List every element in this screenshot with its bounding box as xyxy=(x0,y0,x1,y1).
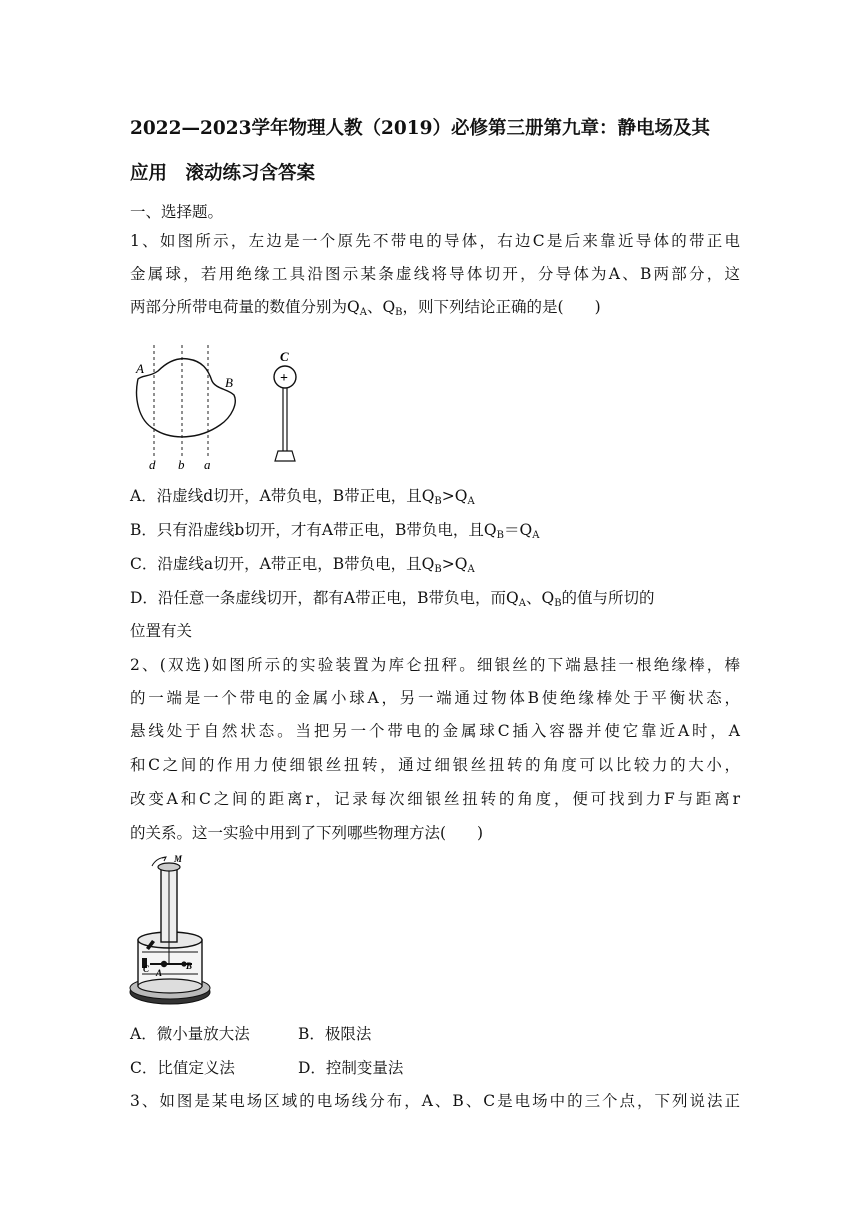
q1-conductor-figure xyxy=(128,345,308,470)
q2-option-c: C．比值定义法 xyxy=(130,1059,235,1077)
q2-stem-line-6: 的关系。这一实验中用到了下列哪些物理方法( ) xyxy=(130,824,484,842)
label-B-ball: B xyxy=(186,961,193,971)
section-heading: 一、选择题。 xyxy=(130,203,224,221)
conductor-outline xyxy=(137,359,236,437)
label-M: M xyxy=(174,854,183,864)
label-b: b xyxy=(178,457,185,470)
sphere-stand-base xyxy=(275,451,295,461)
q1-option-d-line-2: 位置有关 xyxy=(130,622,193,640)
q3-stem-line-1: 3、如图是某电场区域的电场线分布，A、B、C是电场中的三个点，下列说法正 xyxy=(130,1092,740,1110)
doc-title-line-2: 应用 滚动练习含答案 xyxy=(130,163,316,184)
q2-stem-line-4: 和C之间的作用力使细银丝扭转，通过细银丝扭转的角度可以比较力的大小， xyxy=(130,756,740,774)
q2-stem-line-1: 2、(双选)如图所示的实验装置为库仑扭秤。细银丝的下端悬挂一根绝缘棒，棒 xyxy=(130,656,740,674)
label-A: A xyxy=(136,361,144,376)
q1-stem-line-1: 1、如图所示，左边是一个原先不带电的导体，右边C是后来靠近导体的带正电 xyxy=(130,232,740,250)
q1-option-b: B．只有沿虚线b切开，才有A带正电，B带负电，且$Q_B=Q_A$ xyxy=(130,521,540,541)
label-a: a xyxy=(204,457,211,470)
label-B: B xyxy=(225,375,233,390)
q1-option-d: D．沿任意一条虚线切开，都有A带正电，B带负电，而$Q_A$、$Q_B$的值与所切的 xyxy=(130,589,655,609)
q2-stem-line-3: 悬线处于自然状态。当把另一个带电的金属球C插入容器并使它靠近A时，A xyxy=(130,722,740,740)
q2-option-b: B．极限法 xyxy=(298,1025,372,1043)
q2-stem-line-2: 的一端是一个带电的金属小球A，另一端通过物体B使绝缘棒处于平衡状态， xyxy=(130,689,740,707)
q2-stem-line-5: 改变A和C之间的距离r，记录每次细银丝扭转的角度，便可找到力F与距离r xyxy=(130,790,740,808)
label-A-ball: A xyxy=(156,968,163,978)
q1-option-a: A．沿虚线d切开，A带负电，B带正电，且$Q_B>Q_A$ xyxy=(130,487,475,507)
doc-title-line-1: 2022—2023学年物理人教（2019）必修第三册第九章：静电场及其 xyxy=(130,118,710,139)
q1-stem-line-3: 两部分所带电荷量的数值分别为$Q_A$、$Q_B$，则下列结论正确的是( ) xyxy=(130,298,601,318)
q2-torsion-balance-figure xyxy=(128,852,218,1012)
q1-option-c: C．沿虚线a切开，A带正电，B带负电，且$Q_B>Q_A$ xyxy=(130,555,475,575)
q2-option-a: A．微小量放大法 xyxy=(130,1025,250,1043)
q1-stem-line-2: 金属球，若用绝缘工具沿图示某条虚线将导体切开，分导体为A、B两部分，这 xyxy=(130,265,740,283)
label-C-ball: C xyxy=(143,964,150,974)
label-d: d xyxy=(149,457,156,470)
label-C: C xyxy=(280,349,289,364)
q2-option-d: D．控制变量法 xyxy=(298,1059,404,1077)
plus-label: + xyxy=(280,371,288,386)
